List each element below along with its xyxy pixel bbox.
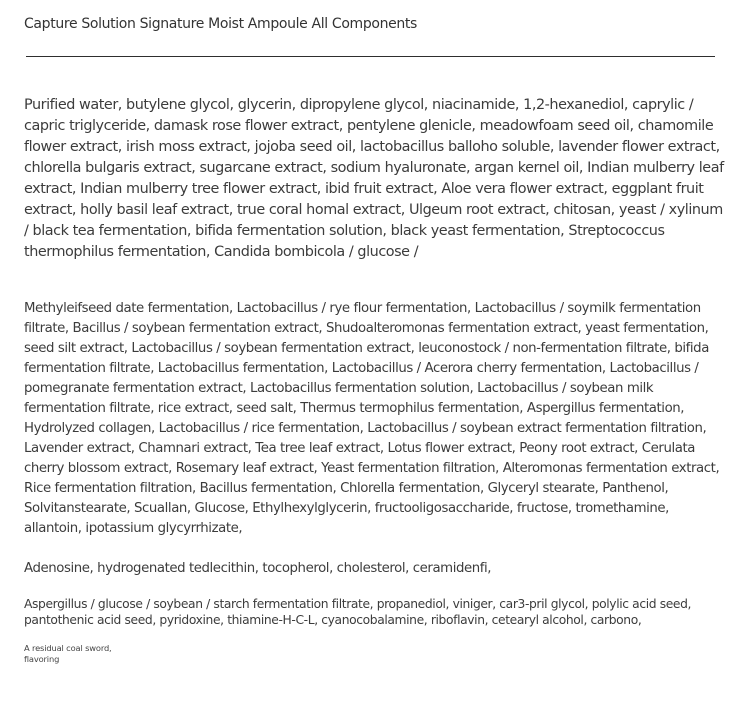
ingredient-paragraph-5: A residual coal sword, flavoring: [24, 643, 112, 664]
title-divider: [26, 56, 715, 57]
ingredient-paragraph-4: Aspergillus / glucose / soybean / starch fermentation filtrate, propanediol, viniger, car3-pril glycol, polylic acid seed, pantothenic acid seed, pyridoxine, thiamine-H-C-L, cyanocobalamine, riboflavin, cetearyl alcohol, carbono,: [24, 597, 692, 627]
document-title: Capture Solution Signature Moist Ampoule All Components: [24, 16, 417, 32]
ingredient-paragraph-1: Purified water, butylene glycol, glycerin, dipropylene glycol, niacinamide, 1,2-hexanediol, caprylic / capric triglyceride, damask rose flower extract, pentylene glenicle, meadowfoam seed oil, chamomile flower extract, irish moss extract, jojoba seed oil, lactobacillus balloho soluble, lavender flower extract, chlorella bulgaris extract, sugarcane extract, sodium hyaluronate, argan kernel oil, Indian mulberry leaf extract, Indian mulberry tree flower extract, ibid fruit extract, Aloe vera flower extract, eggplant fruit extract, holly basil leaf extract, true coral homal extract, Ulgeum root extract, chitosan, yeast / xylinum / black tea fermentation, bifida fermentation solution, black yeast fermentation, Streptococcus thermophilus fermentation, Candida bombicola / glucose /: [24, 97, 724, 260]
ingredient-paragraph-3: Adenosine, hydrogenated tedlecithin, tocopherol, cholesterol, ceramidenfi,: [24, 561, 492, 576]
ingredient-paragraph-2: Methyleifseed date fermentation, Lactobacillus / rye flour fermentation, Lactobacillus / soymilk fermentation filtrate, Bacillus / soybean fermentation extract, Shudoalteromonas fermentation extract, yeast fermentation, seed silt extract, Lactobacillus / soybean fermentation extract, leuconostock / non-fermentation filtrate, bifida fermentation filtrate, Lactobacillus fermentation, Lactobacillus / Acerora cherry fermentation, Lactobacillus / pomegranate fermentation extract, Lactobacillus fermentation solution, Lactobacillus / soybean milk fermentation filtrate, rice extract, seed salt, Thermus termophilus fermentation, Aspergillus fermentation, Hydrolyzed collagen, Lactobacillus / rice fermentation, Lactobacillus / soybean extract fermentation filtration, Lavender extract, Chamnari extract, Tea tree leaf extract, Lotus flower extract, Peony root extract, Cerulata cherry blossom extract, Rosemary leaf extract, Yeast fermentation filtration, Alteromonas fermentation extract, Rice fermentation filtration, Bacillus fermentation, Chlorella fermentation, Glyceryl stearate, Panthenol, Solvitanstearate, Scuallan, Glucose, Ethylhexylglycerin, fructooligosaccharide, fructose, tromethamine, allantoin, ipotassium glycyrrhizate,: [24, 301, 720, 536]
